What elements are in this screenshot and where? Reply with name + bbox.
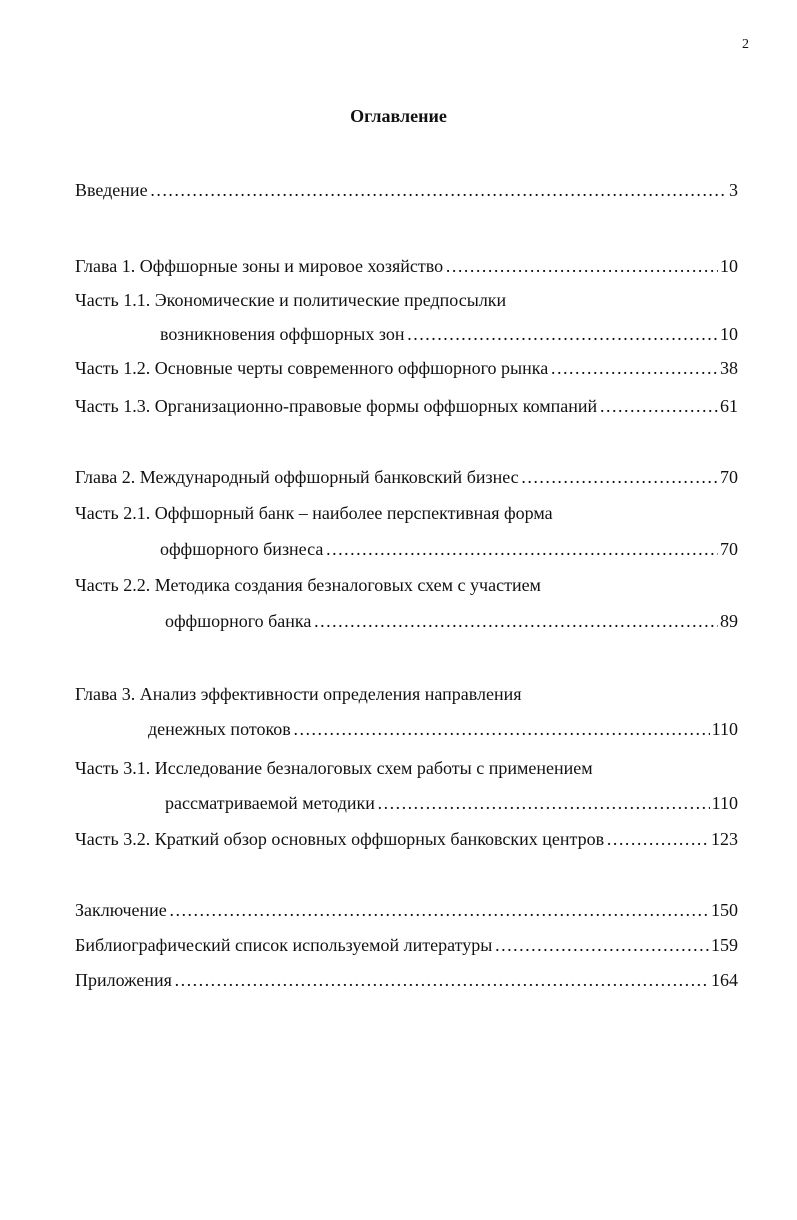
page-number: 2	[742, 37, 749, 52]
toc-title: Оглавление	[350, 106, 447, 126]
dot-leader	[606, 827, 709, 851]
toc-entry-text: Часть 3.1. Исследование безналоговых схем работы с применением	[75, 758, 593, 778]
dot-leader	[325, 537, 718, 561]
dot-leader	[313, 609, 718, 633]
toc-entry-part-3-1-cont	[165, 791, 738, 815]
toc-entry-page: 38	[720, 358, 738, 378]
toc-entry-text: Введение	[75, 180, 148, 200]
toc-entry-text: Глава 2. Международный оффшорный банковский бизнес	[75, 467, 519, 487]
toc-entry-page: 3	[729, 180, 738, 200]
toc-entry-text: Глава 3. Анализ эффективности определения направления	[75, 684, 522, 704]
dot-leader	[169, 898, 709, 922]
toc-entry-text: Часть 2.1. Оффшорный банк – наиболее перспективная форма	[75, 503, 553, 523]
dot-leader	[377, 791, 710, 815]
toc-entry-text: Часть 3.2. Краткий обзор основных оффшорных банковских центров	[75, 829, 605, 849]
toc-entry-part-1-1-cont	[160, 322, 738, 346]
toc-entry-bibliography	[75, 933, 738, 957]
toc-entry-page: 70	[720, 467, 738, 487]
toc-entry-page: 159	[711, 935, 738, 955]
toc-entry-intro	[75, 178, 738, 202]
toc-entry-text: Приложения	[75, 970, 172, 990]
dot-leader	[521, 465, 718, 489]
toc-entry-text: Глава 1. Оффшорные зоны и мировое хозяйство	[75, 256, 444, 276]
toc-entry-text: оффшорного банка	[165, 611, 312, 631]
toc-entry-text: Заключение	[75, 900, 167, 920]
toc-entry-text: Библиографический список используемой литературы	[75, 935, 493, 955]
dot-leader	[407, 322, 718, 346]
dot-leader	[494, 933, 709, 957]
toc-entry-part-2-1-cont	[160, 537, 738, 561]
toc-entry-part-2-2-cont	[165, 609, 738, 633]
toc-entry-page: 164	[711, 970, 738, 990]
dot-leader	[550, 356, 718, 380]
dot-leader	[293, 717, 710, 741]
toc-entry-text: возникновения оффшорных зон	[160, 324, 405, 344]
dot-leader	[174, 968, 709, 992]
toc-entry-part-1-1	[75, 288, 738, 312]
toc-entry-part-3-2	[75, 827, 738, 851]
toc-entry-part-1-2	[75, 356, 738, 380]
toc-entry-part-3-1	[75, 756, 738, 780]
toc-entry-text: денежных потоков	[148, 719, 291, 739]
toc-entry-page: 89	[720, 611, 738, 631]
toc-entry-page: 61	[720, 396, 738, 416]
toc-entry-conclusion	[75, 898, 738, 922]
toc-entry-page: 70	[720, 539, 738, 559]
toc-entry-appendix	[75, 968, 738, 992]
toc-entry-part-2-2	[75, 573, 738, 597]
toc-entry-chapter-3	[75, 682, 738, 706]
toc-entry-text: оффшорного бизнеса	[160, 539, 324, 559]
toc-entry-chapter-3-cont	[148, 717, 738, 741]
toc-entry-page: 110	[711, 793, 738, 813]
toc-entry-page: 150	[711, 900, 738, 920]
toc-entry-page: 123	[711, 829, 738, 849]
dot-leader	[445, 254, 718, 278]
toc-entry-text: Часть 1.2. Основные черты современного оффшорного рынка	[75, 358, 549, 378]
toc-entry-page: 110	[711, 719, 738, 739]
toc-entry-text: Часть 1.3. Организационно-правовые формы оффшорных компаний	[75, 396, 598, 416]
toc-entry-text: Часть 2.2. Методика создания безналоговых схем с участием	[75, 575, 541, 595]
toc-entry-chapter-2	[75, 465, 738, 489]
toc-entry-part-1-3	[75, 394, 738, 418]
toc-entry-text: Часть 1.1. Экономические и политические предпосылки	[75, 290, 507, 310]
toc-entry-page: 10	[720, 324, 738, 344]
dot-leader	[150, 178, 727, 202]
toc-entry-part-2-1	[75, 501, 738, 525]
toc-entry-page: 10	[720, 256, 738, 276]
dot-leader	[599, 394, 718, 418]
toc-entry-chapter-1	[75, 254, 738, 278]
toc-entry-text: рассматриваемой методики	[165, 793, 375, 813]
